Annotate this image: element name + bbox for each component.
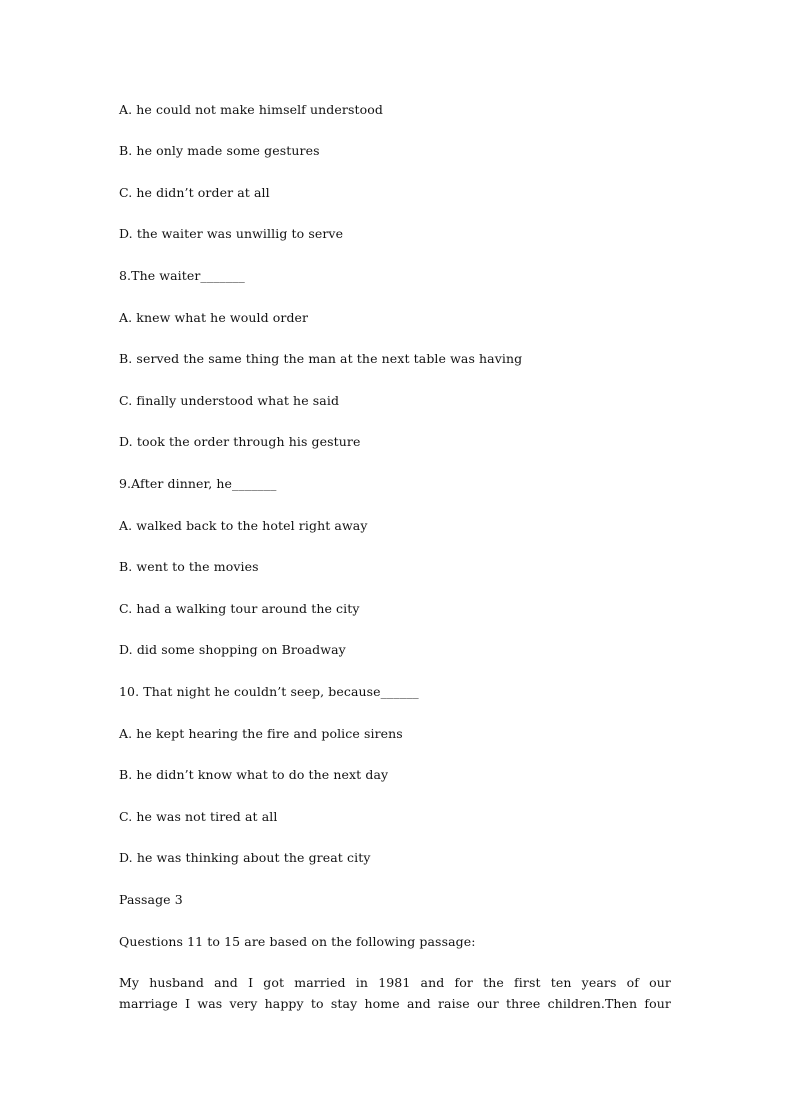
q10-option-d: D. he was thinking about the great city [119,850,371,865]
q10-stem: 10. That night he couldn’t seep, because______ [119,684,419,699]
q10-option-a: A. he kept hearing the fire and police sirens [119,726,403,741]
q10-option-c: C. he was not tired at all [119,809,278,824]
q8-stem: 8.The waiter_______ [119,268,245,283]
q10-option-b: B. he didn’t know what to do the next day [119,767,389,782]
q9-stem: 9.After dinner, he_______ [119,476,277,491]
q9-option-d: D. did some shopping on Broadway [119,642,346,657]
q8-option-d: D. took the order through his gesture [119,434,361,449]
q9-option-a: A. walked back to the hotel right away [119,518,368,533]
q8-option-b: B. served the same thing the man at the next table was having [119,351,523,366]
passage-intro: Questions 11 to 15 are based on the following passage: [119,934,476,949]
passage-paragraph-line-1: My husband and I got married in 1981 and for the first ten years of our [119,975,671,990]
q7-option-a: A. he could not make himself understood [119,102,383,117]
q7-option-c: C. he didn’t order at all [119,185,270,200]
q9-option-c: C. had a walking tour around the city [119,601,360,616]
q7-option-b: B. he only made some gestures [119,143,320,158]
passage-heading: Passage 3 [119,892,183,907]
q8-option-c: C. finally understood what he said [119,393,340,408]
passage-paragraph-line-2: marriage I was very happy to stay home and raise our three children.Then four [119,996,671,1011]
q7-option-d: D. the waiter was unwillig to serve [119,226,344,241]
q9-option-b: B. went to the movies [119,559,259,574]
q8-option-a: A. knew what he would order [119,310,309,325]
